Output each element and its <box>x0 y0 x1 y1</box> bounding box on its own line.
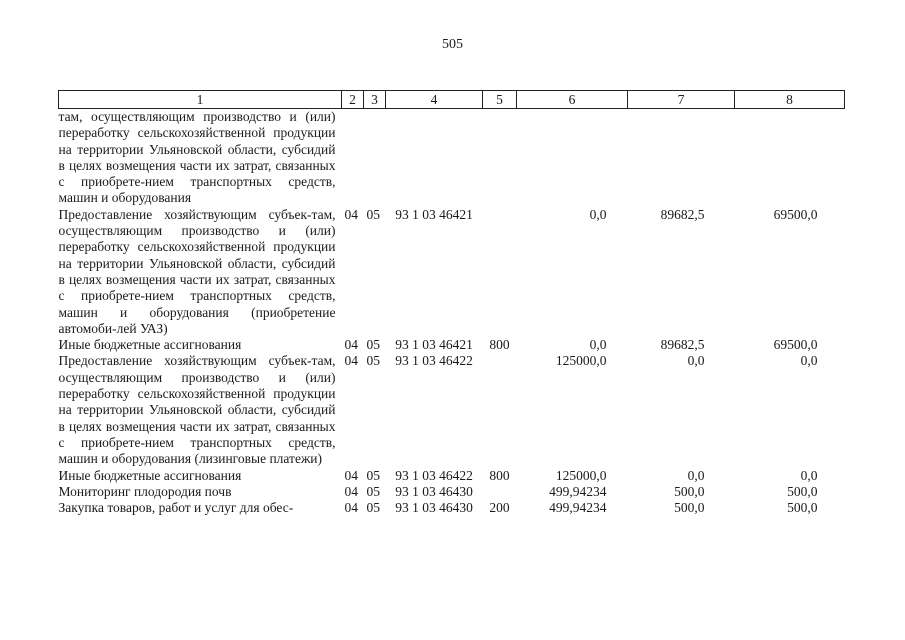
row-expense-type <box>483 109 517 207</box>
budget-table <box>58 90 845 516</box>
row-target-code <box>386 109 483 207</box>
header-col-4: 4 <box>386 91 483 109</box>
row-sum-1: 499,94234 <box>549 500 607 516</box>
row-target-code: 93 1 03 46421 <box>395 337 473 353</box>
row-razdel: 04 <box>344 206 358 222</box>
row-razdel: 04 <box>344 353 358 369</box>
row-razdel: 04 <box>344 337 358 353</box>
header-col-3: 3 <box>364 91 386 109</box>
row-sum-2: 500,0 <box>674 500 705 516</box>
page-number: 505 <box>442 37 463 52</box>
table-row <box>59 109 845 207</box>
row-podrazdel: 05 <box>366 353 380 369</box>
row-sum-2: 0,0 <box>687 353 705 369</box>
row-sum-3 <box>735 109 845 207</box>
row-target-code: 93 1 03 46430 <box>395 500 473 516</box>
row-razdel: 04 <box>344 483 358 499</box>
row-podrazdel: 05 <box>366 500 380 516</box>
header-col-1: 1 <box>59 91 342 109</box>
row-razdel: 04 <box>344 467 358 483</box>
row-sum-2: 500,0 <box>674 483 705 499</box>
row-podrazdel: 05 <box>366 467 380 483</box>
row-sum-2: 89682,5 <box>660 337 705 353</box>
row-sum-2 <box>628 109 735 207</box>
row-target-code: 93 1 03 46422 <box>395 467 473 483</box>
row-razdel <box>342 109 364 207</box>
row-sum-1: 125000,0 <box>555 353 607 369</box>
row-name: Иные бюджетные ассигнования <box>58 337 242 353</box>
row-sum-3: 0,0 <box>800 353 818 369</box>
table-row <box>59 500 845 516</box>
row-name: Предоставление хозяйствующим субъек-там, осуществляющим производство и (или) переработку сельскохозяйственной продукции на территории Ульяновской области, субсидий в целях возмещения части их затрат, связанных с приобрете-нием транспортных средств, машин и оборудования (приобретение автомоби-лей УАЗ) <box>58 206 336 336</box>
header-col-2: 2 <box>342 91 364 109</box>
row-expense-type <box>483 484 517 500</box>
table-row <box>59 468 845 484</box>
row-expense-type <box>483 353 517 467</box>
row-sum-3: 69500,0 <box>773 337 818 353</box>
row-podrazdel <box>364 109 386 207</box>
row-sum-1: 0,0 <box>589 206 607 222</box>
row-sum-1: 125000,0 <box>555 467 607 483</box>
row-target-code: 93 1 03 46422 <box>395 353 473 369</box>
row-sum-1: 0,0 <box>589 337 607 353</box>
header-col-5: 5 <box>483 91 517 109</box>
row-sum-2: 89682,5 <box>660 206 705 222</box>
row-sum-1 <box>517 109 628 207</box>
row-expense-type <box>483 207 517 337</box>
row-sum-3: 500,0 <box>787 483 818 499</box>
table-row <box>59 337 845 353</box>
row-sum-3: 69500,0 <box>773 206 818 222</box>
row-podrazdel: 05 <box>366 483 380 499</box>
row-expense-type: 200 <box>489 500 510 516</box>
table-row <box>59 484 845 500</box>
row-podrazdel: 05 <box>366 206 380 222</box>
row-sum-2: 0,0 <box>687 467 705 483</box>
header-row <box>59 91 845 109</box>
row-razdel: 04 <box>344 500 358 516</box>
header-col-6: 6 <box>517 91 628 109</box>
row-expense-type: 800 <box>489 467 510 483</box>
row-target-code: 93 1 03 46430 <box>395 483 473 499</box>
table-row <box>59 353 845 467</box>
row-name: там, осуществляющим производство и (или) переработку сельскохозяйственной продукции на территории Ульяновской области, субсидий в целях возмещения части их затрат, связанных с приобрете-нием транспортных средств, машин и оборудования <box>58 109 336 206</box>
header-col-7: 7 <box>628 91 735 109</box>
row-sum-3: 0,0 <box>800 467 818 483</box>
row-expense-type: 800 <box>489 337 510 353</box>
row-name: Закупка товаров, работ и услуг для обес- <box>58 500 294 516</box>
row-name: Иные бюджетные ассигнования <box>58 467 242 483</box>
row-target-code: 93 1 03 46421 <box>395 206 473 222</box>
row-sum-3: 500,0 <box>787 500 818 516</box>
row-podrazdel: 05 <box>366 337 380 353</box>
table-row <box>59 207 845 337</box>
header-col-8: 8 <box>735 91 845 109</box>
row-name: Предоставление хозяйствующим субъек-там, осуществляющим производство и (или) переработку сельскохозяйственной продукции на территории Ульяновской области, субсидий в целях возмещения части их затрат, связанных с приобрете-нием транспортных средств, машин и оборудования (лизинговые платежи) <box>58 353 336 467</box>
row-name: Мониторинг плодородия почв <box>58 483 232 499</box>
row-sum-1: 499,94234 <box>549 483 607 499</box>
